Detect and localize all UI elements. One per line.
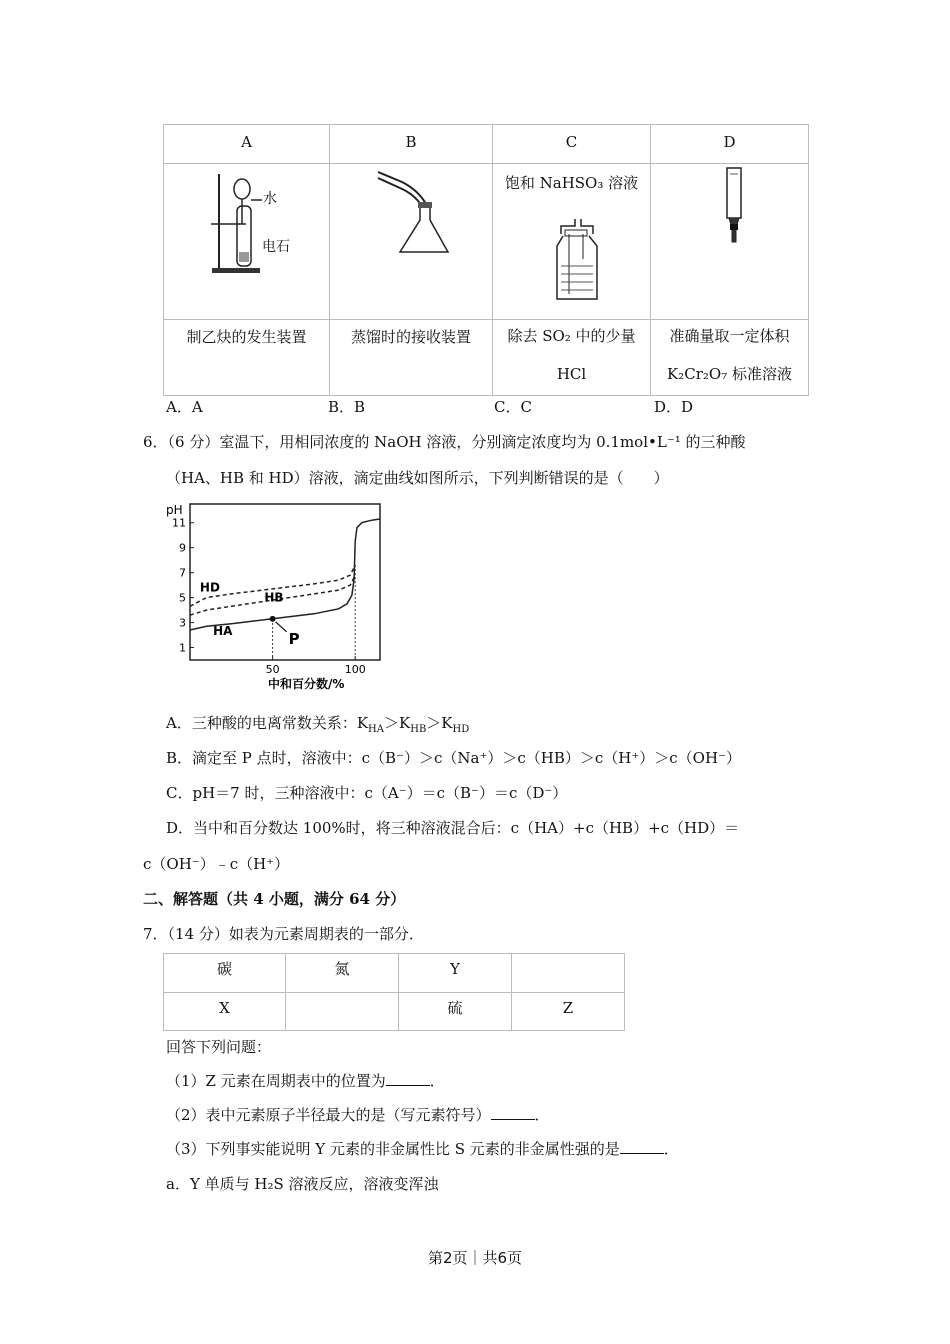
answer-blank-1[interactable]: [386, 1073, 430, 1086]
x-tick-label: 100: [344, 663, 366, 676]
cell-empty-2: [286, 993, 399, 1031]
header-a: A: [164, 125, 330, 164]
q7-prompt: 回答下列问题：: [166, 1038, 272, 1056]
gas-washing-bottle-icon: [493, 164, 651, 315]
distillation-receiver-icon: [330, 164, 492, 315]
cell-z: Z: [512, 993, 625, 1031]
cell-empty-1: [512, 954, 625, 993]
x-axis-label: 中和百分数/%: [268, 677, 345, 691]
q5-option-a[interactable]: A．A: [166, 398, 203, 416]
caption-d-line2: K₂Cr₂O₇ 标准溶液: [667, 365, 792, 383]
q5-option-d[interactable]: D．D: [654, 398, 694, 416]
caption-d: [651, 320, 809, 396]
image-cell-a: [164, 164, 330, 320]
header-c: C: [493, 125, 651, 164]
q5-option-c[interactable]: C．C: [494, 398, 532, 416]
q6-option-a[interactable]: A．三种酸的电离常数关系：$K_{HA}>K_{HB}>K_{HD}$: [166, 714, 470, 735]
y-tick-label: 9: [179, 541, 186, 555]
q6-option-b[interactable]: B．滴定至 P 点时，溶液中：c（B⁻）＞c（Na⁺）＞c（HB）＞c（H⁺）＞c（OH⁻）: [166, 749, 741, 767]
section-heading: 二、解答题（共 4 小题，满分 64 分）: [143, 890, 406, 908]
answer-blank-3[interactable]: [620, 1141, 664, 1154]
series-line-ha: [190, 519, 380, 630]
q6-option-d-cont: c（OH⁻）﹣c（H⁺）: [143, 855, 290, 873]
q6-stem-line2: （HA、HB 和 HD）溶液，滴定曲线如图所示，下列判断错误的是（ ）: [166, 469, 669, 487]
caption-c: [493, 320, 651, 396]
cell-x: X: [164, 993, 286, 1031]
caption-c-line1: 除去 SO₂ 中的少量: [507, 327, 636, 345]
x-tick-label: 50: [265, 663, 280, 676]
q7-sub1-text: （1）Z 元素在周期表中的位置为: [166, 1072, 386, 1090]
cell-sulfur: 硫: [399, 993, 512, 1031]
answer-blank-2[interactable]: [491, 1107, 535, 1120]
page-footer: 第2页｜共6页: [427, 1249, 523, 1267]
header-d: D: [651, 125, 809, 164]
point-p-marker: [270, 616, 276, 622]
image-cell-c: [493, 164, 651, 320]
series-label-ha: HA: [213, 624, 233, 639]
nahso3-label: 饱和 NaHSO₃ 溶液: [504, 174, 639, 192]
q5-options-table: [163, 124, 809, 396]
image-cell-d: [651, 164, 809, 320]
q6-option-c[interactable]: C．pH＝7 时，三种溶液中：c（A⁻）＝c（B⁻）＝c（D⁻）: [166, 784, 568, 802]
cell-y: Y: [399, 954, 512, 993]
series-label-hb: HB: [264, 590, 284, 605]
q7-sub2: [166, 1104, 550, 1125]
carbide-label: 电石: [262, 239, 290, 255]
y-tick-label: 5: [179, 591, 186, 605]
q7-option-a: a．Y 单质与 H₂S 溶液反应，溶液变浑浊: [166, 1175, 439, 1193]
caption-d-line1: 准确量取一定体积: [669, 327, 790, 345]
q7-sub1: [166, 1070, 445, 1091]
y-tick-label: 7: [179, 566, 186, 580]
cell-nitrogen: 氮: [286, 954, 399, 993]
q7-sub1-end: ．: [429, 1072, 445, 1090]
caption-c-line2: HCl: [556, 365, 587, 383]
series-label-hd: HD: [199, 580, 220, 595]
image-cell-b: [330, 164, 493, 320]
caption-b: 蒸馏时的接收装置: [330, 320, 493, 396]
point-p-arrow: [276, 622, 287, 632]
point-p-label: P: [288, 629, 300, 648]
q7-sub2-text: （2）表中元素原子半径最大的是（写元素符号）: [166, 1106, 491, 1124]
q6-option-d[interactable]: D．当中和百分数达 100%时，将三种溶液混合后：c（HA）+c（HB）+c（HD）＝: [166, 819, 740, 837]
q6-stem-line1: 6．（6 分）室温下，用相同浓度的 NaOH 溶液，分别滴定浓度均为 0.1mol•L⁻¹ 的三种酸: [143, 433, 746, 451]
y-tick-label: 3: [179, 616, 186, 630]
cell-carbon: 碳: [164, 954, 286, 993]
y-tick-label: 1: [179, 641, 186, 655]
caption-a: 制乙炔的发生装置: [164, 320, 330, 396]
titration-chart: [160, 496, 390, 696]
y-axis-label: pH: [166, 503, 183, 517]
water-label: 水: [263, 191, 277, 207]
q7-stem: 7．（14 分）如表为元素周期表的一部分．: [143, 925, 424, 943]
q7-sub3-text: （3）下列事实能说明 Y 元素的非金属性比 S 元素的非金属性强的是: [166, 1140, 620, 1158]
q7-sub2-end: ．: [534, 1106, 550, 1124]
q7-sub3-end: ．: [663, 1140, 679, 1158]
header-b: B: [330, 125, 493, 164]
q7-sub3: [166, 1138, 679, 1159]
y-tick-label: 11: [172, 516, 186, 530]
periodic-table-fragment: [163, 953, 625, 1031]
acetylene-apparatus-icon: [164, 164, 329, 315]
q5-option-b[interactable]: B．B: [328, 398, 366, 416]
burette-icon: [651, 164, 808, 315]
